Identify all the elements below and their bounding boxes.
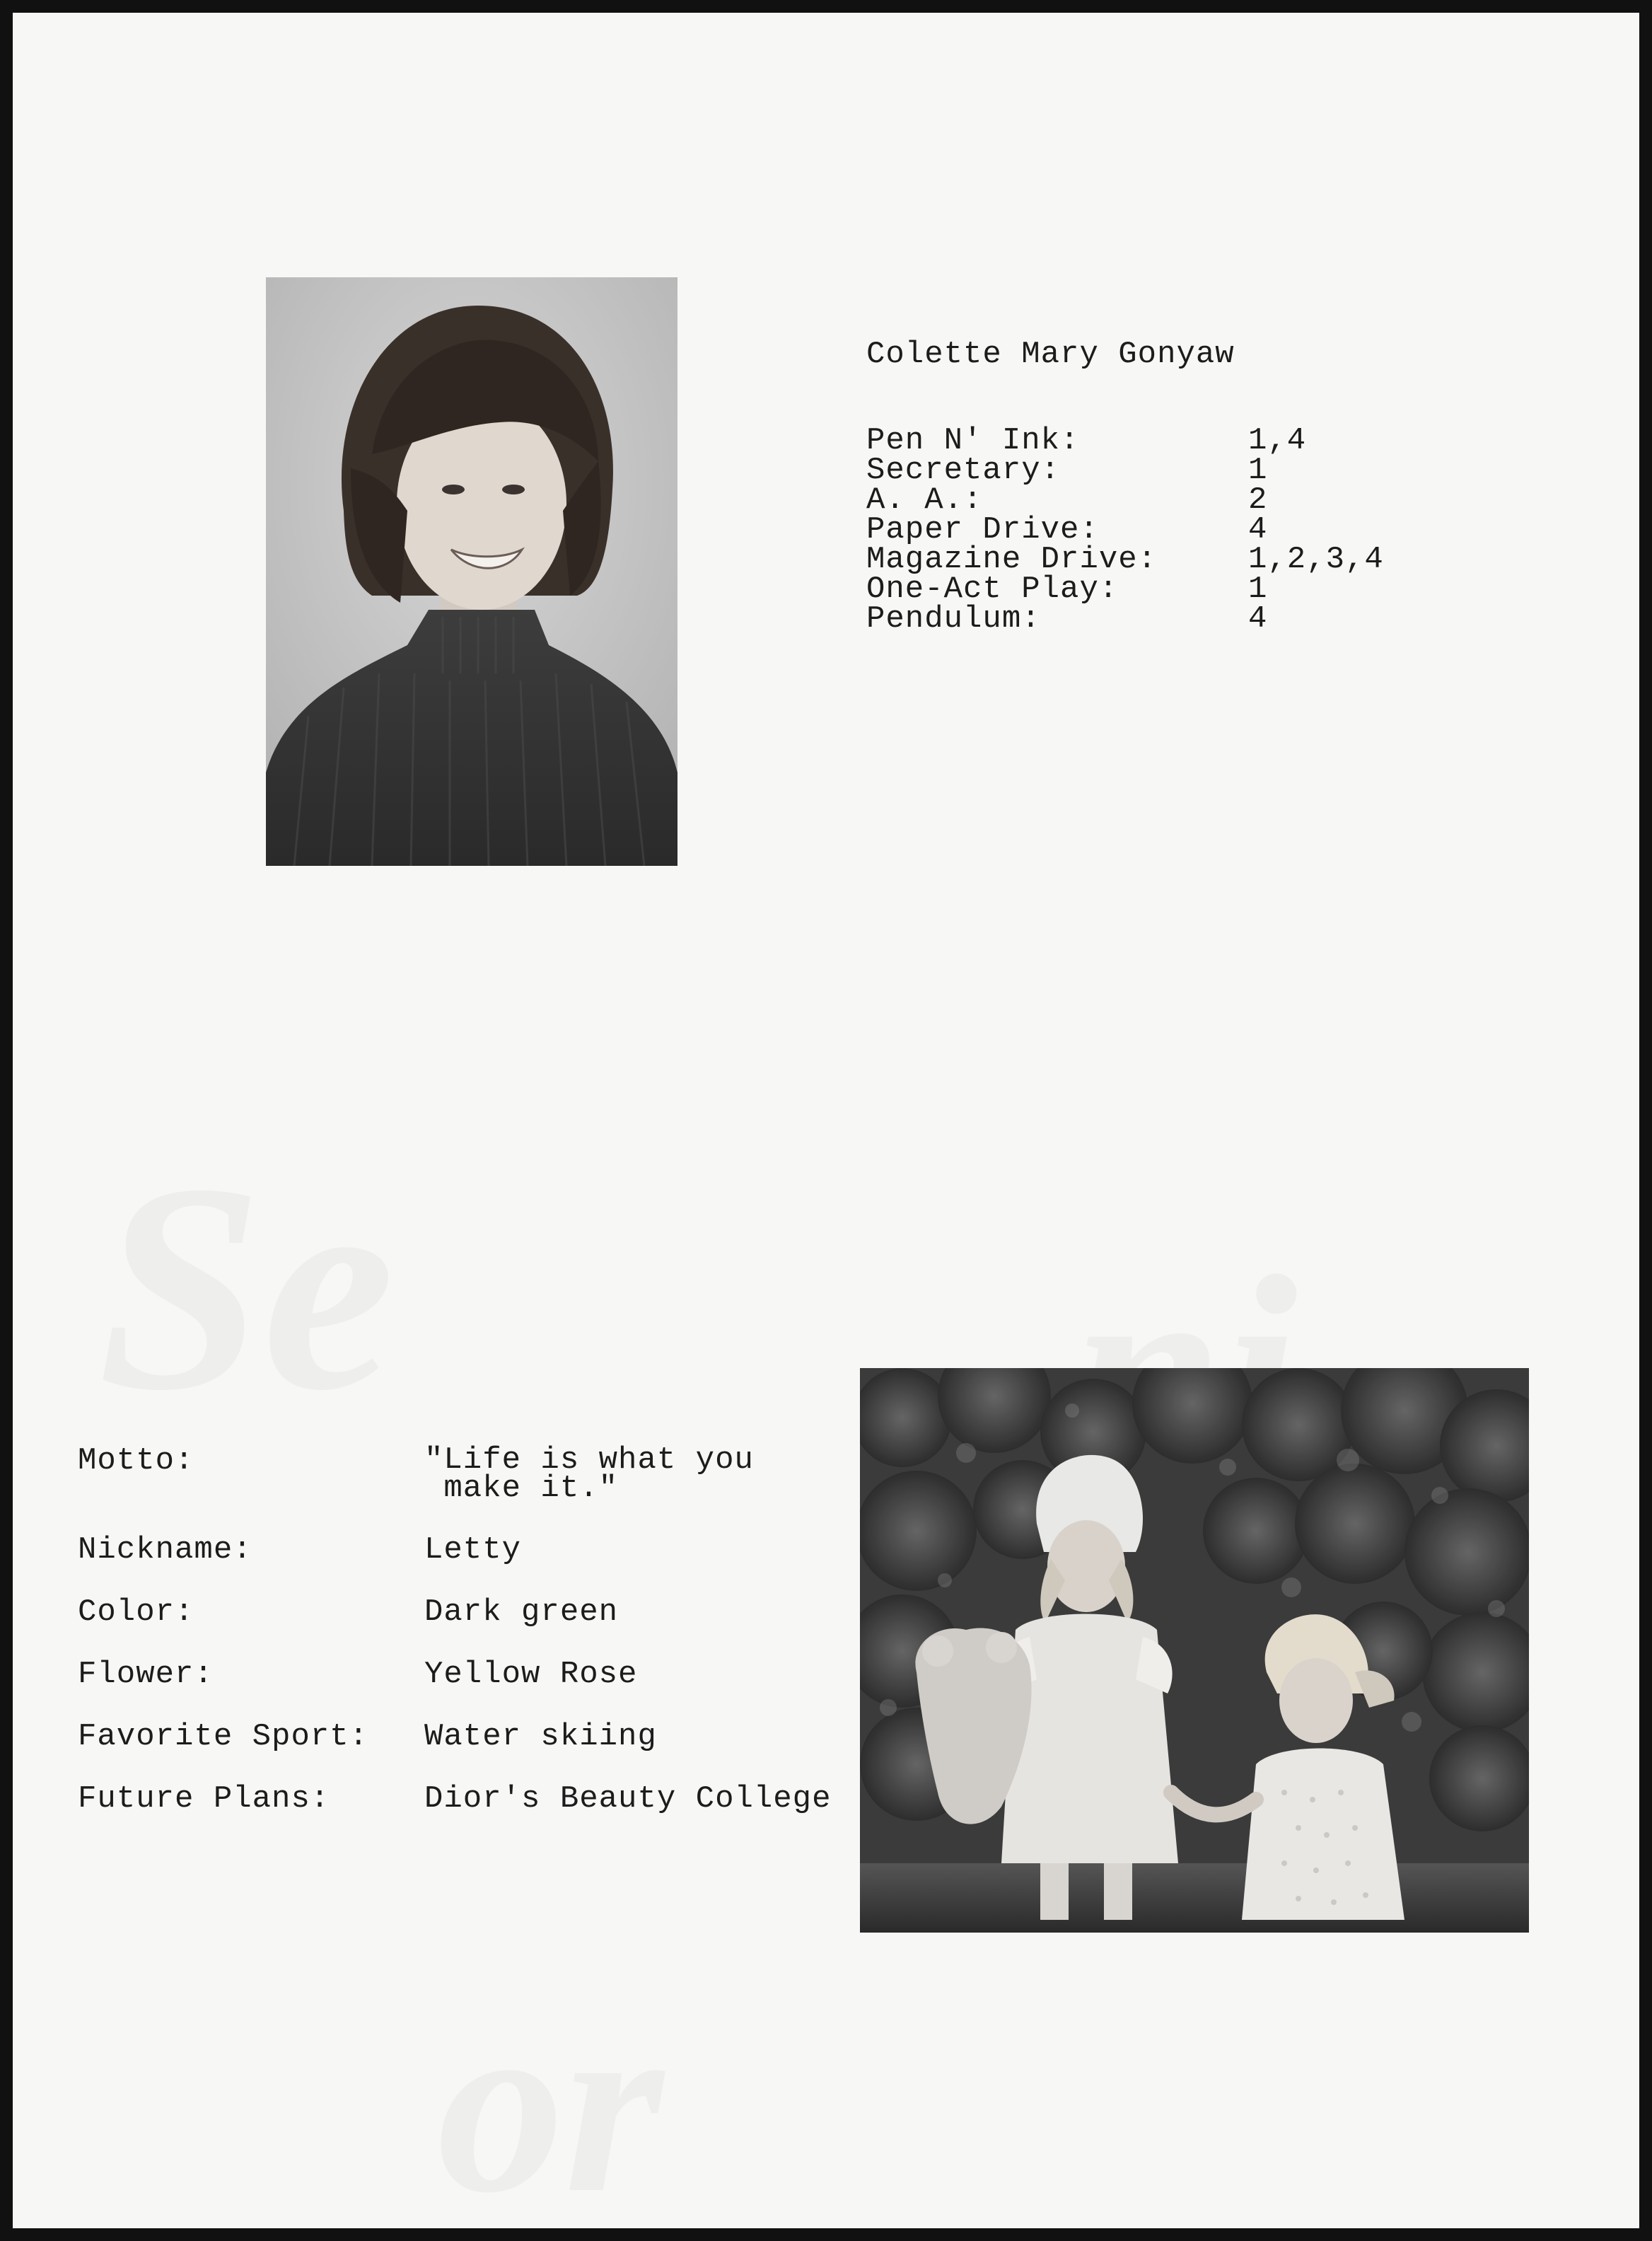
- childhood-photo: [860, 1368, 1529, 1933]
- activity-label: A. A.:: [866, 482, 983, 518]
- activity-row: [866, 542, 1390, 577]
- activity-row: [866, 453, 1390, 488]
- yearbook-page: [13, 13, 1639, 2228]
- activity-row: [866, 482, 1390, 518]
- senior-portrait-photo: [266, 277, 677, 866]
- plans-label: Future Plans:: [78, 1781, 330, 1817]
- motto-label: Motto:: [78, 1443, 194, 1478]
- activity-row: [866, 601, 1390, 637]
- flower-label: Flower:: [78, 1657, 214, 1692]
- motto-line-2: make it.": [424, 1471, 619, 1506]
- color-value: Dark green: [424, 1594, 619, 1630]
- activity-label: Pendulum:: [866, 601, 1041, 637]
- activity-years: 4: [1248, 601, 1268, 637]
- childhood-image: [860, 1368, 1529, 1933]
- nickname-value: Letty: [424, 1532, 522, 1568]
- motto-row: [78, 1442, 863, 1506]
- color-row: [78, 1594, 863, 1630]
- flower-value: Yellow Rose: [424, 1657, 638, 1692]
- motto-line-1: "Life is what you: [424, 1442, 754, 1478]
- activity-label: Pen N' Ink:: [866, 423, 1080, 458]
- plans-value: Dior's Beauty College: [424, 1781, 832, 1817]
- bleed-through-decoration: [98, 1116, 395, 1458]
- nickname-label: Nickname:: [78, 1532, 252, 1568]
- profile-details: [78, 1442, 863, 1846]
- student-name: Colette Mary Gonyaw: [866, 337, 1235, 372]
- activity-years: 1,2,3,4: [1248, 542, 1384, 577]
- activity-years: 1,4: [1248, 423, 1307, 458]
- flower-row: [78, 1657, 863, 1692]
- motto-value: [424, 1442, 863, 1506]
- activity-row: [866, 423, 1390, 458]
- activity-years: 2: [1248, 482, 1268, 518]
- activity-label: Paper Drive:: [866, 512, 1099, 548]
- activity-years: 1: [1248, 453, 1268, 488]
- sport-label: Favorite Sport:: [78, 1719, 369, 1754]
- activity-label: Magazine Drive:: [866, 542, 1158, 577]
- sport-row: [78, 1719, 863, 1754]
- activity-years: 1: [1248, 572, 1268, 607]
- plans-row: [78, 1781, 863, 1817]
- bleed-through-decoration: [437, 1958, 663, 2228]
- activity-label: Secretary:: [866, 453, 1061, 488]
- activity-years: 4: [1248, 512, 1268, 548]
- color-label: Color:: [78, 1594, 194, 1630]
- activity-row: [866, 512, 1390, 548]
- portrait-image: [266, 277, 677, 866]
- activities-list: [866, 423, 1390, 637]
- activity-row: [866, 572, 1390, 607]
- activity-label: One-Act Play:: [866, 572, 1119, 607]
- sport-value: Water skiing: [424, 1719, 657, 1754]
- nickname-row: [78, 1532, 863, 1568]
